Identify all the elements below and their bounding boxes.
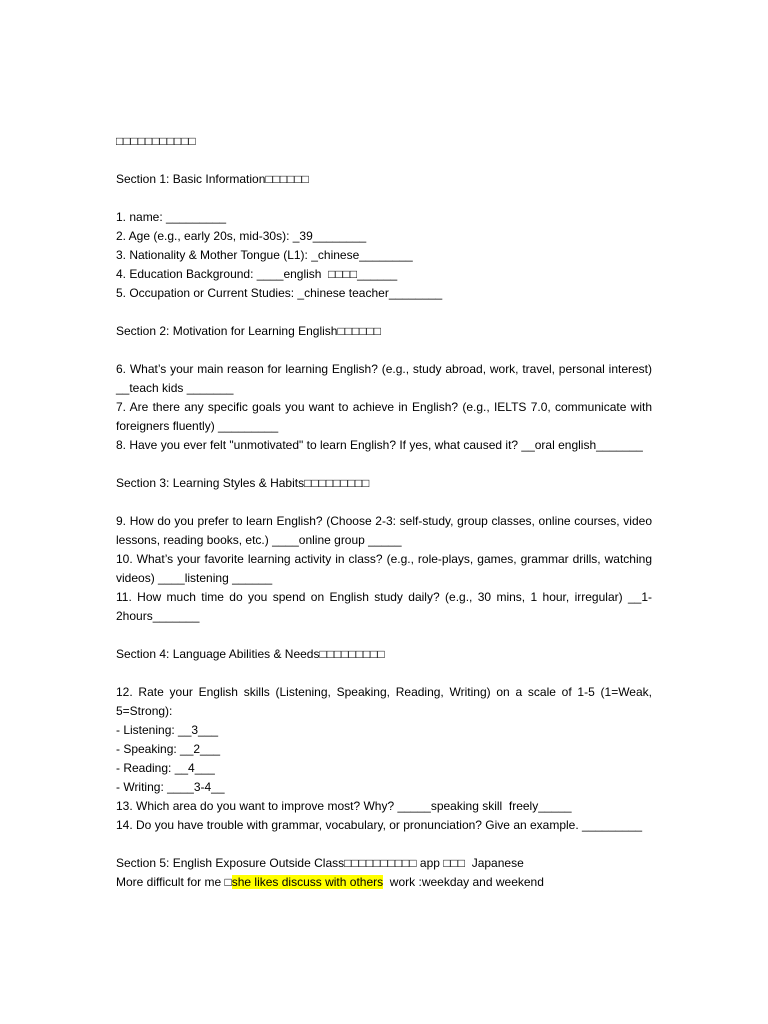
document-title: □□□□□□□□□□□: [116, 134, 196, 148]
note-suffix: work :weekday and weekend: [383, 875, 544, 889]
section1-item-education: 4. Education Background: ____english □□□□______: [116, 267, 398, 281]
section5-note: [116, 873, 652, 892]
question-6: 6. What’s your main reason for learning English? (e.g., study abroad, work, travel, personal interest) __teach kids _______: [116, 362, 652, 395]
rating-speaking: - Speaking: __2___: [116, 742, 221, 756]
question-10: 10. What’s your favorite learning activity in class? (e.g., role-plays, games, grammar drills, watching videos) ____listening ______: [116, 552, 652, 585]
question-7: 7. Are there any specific goals you want to achieve in English? (e.g., IELTS 7.0, communicate with foreigners fluently) _________: [116, 400, 652, 433]
section1-item-occupation: 5. Occupation or Current Studies: _chinese teacher________: [116, 286, 443, 300]
note-prefix: More difficult for me □: [116, 875, 232, 889]
rating-reading: - Reading: __4___: [116, 761, 215, 775]
highlighted-note: she likes discuss with others: [231, 875, 384, 889]
question-8: 8. Have you ever felt "unmotivated" to learn English? If yes, what caused it? __oral english_______: [116, 438, 643, 452]
document-page: [116, 132, 652, 892]
question-13: 13. Which area do you want to improve most? Why? _____speaking skill freely_____: [116, 799, 572, 813]
section1-heading: Section 1: Basic Information□□□□□□: [116, 172, 309, 186]
section2-heading: Section 2: Motivation for Learning English□□□□□□: [116, 324, 381, 338]
question-11: 11. How much time do you spend on English study daily? (e.g., 30 mins, 1 hour, irregular) __1-2hours_______: [116, 590, 652, 623]
rating-writing: - Writing: ____3-4__: [116, 780, 225, 794]
section1-item-nationality: 3. Nationality & Mother Tongue (L1): _chinese________: [116, 248, 413, 262]
section1-item-age: 2. Age (e.g., early 20s, mid-30s): _39________: [116, 229, 367, 243]
section4-heading: Section 4: Language Abilities & Needs□□□□□□□□□: [116, 647, 385, 661]
section5-heading: Section 5: English Exposure Outside Class□□□□□□□□□□ app □□□ Japanese: [116, 856, 524, 870]
question-14: 14. Do you have trouble with grammar, vocabulary, or pronunciation? Give an example. _________: [116, 818, 643, 832]
question-12: 12. Rate your English skills (Listening, Speaking, Reading, Writing) on a scale of 1-5 (1=Weak, 5=Strong):: [116, 685, 652, 718]
section1-item-name: 1. name: _________: [116, 210, 227, 224]
question-9: 9. How do you prefer to learn English? (Choose 2-3: self-study, group classes, online courses, video lessons, reading books, etc.) ____online group _____: [116, 514, 652, 547]
section3-heading: Section 3: Learning Styles & Habits□□□□□□□□□: [116, 476, 370, 490]
rating-listening: - Listening: __3___: [116, 723, 219, 737]
